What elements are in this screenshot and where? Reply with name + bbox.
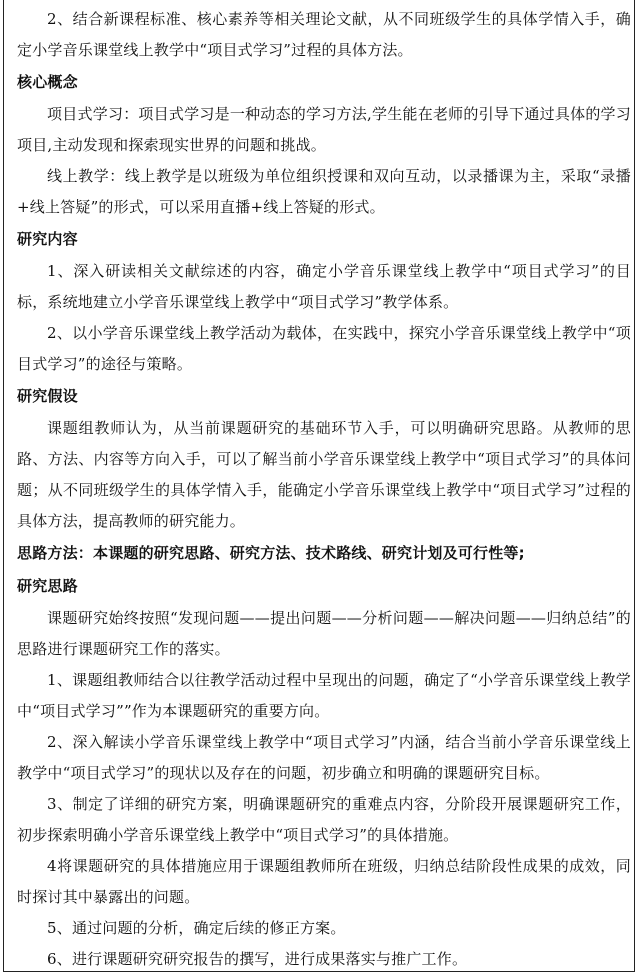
- paragraph: 项目式学习：项目式学习是一种动态的学习方法,学生能在老师的引导下通过具体的学习项目,主动发现和探索现实世界的问题和挑战。: [17, 105, 631, 154]
- paragraph: 2、深入解读小学音乐课堂线上教学中“项目式学习”内涵，结合当前小学音乐课堂线上教学中“项目式学习”的现状以及存在的问题，初步确立和明确的课题研究目标。: [17, 733, 631, 782]
- section-heading-research-hypothesis: 研究假设: [17, 387, 78, 405]
- paragraph: 2、结合新课程标准、核心素养等相关理论文献，从不同班级学生的具体学情入手，确定小学音乐课堂线上教学中“项目式学习”过程的具体方法。: [17, 10, 631, 59]
- section-heading-methods: 思路方法：本课题的研究思路、研究方法、技术路线、研究计划及可行性等;: [17, 544, 525, 562]
- paragraph: 课题研究始终按照“发现问题——提出问题——分析问题——解决问题——归纳总结”的思路进行课题研究工作的落实。: [17, 609, 631, 658]
- section-heading-research-content: 研究内容: [17, 230, 78, 248]
- paragraph: 课题组教师认为，从当前课题研究的基础环节入手，可以明确研究思路。从教师的思路、方法、内容等方向入手，可以了解当前小学音乐课堂线上教学中“项目式学习”的具体问题；从不同班级学生的具体学情入手，能确定小学音乐课堂线上教学中“项目式学习”过程的具体方法，提高教师的研究能力。: [17, 419, 631, 530]
- document-frame: [3, 0, 635, 972]
- paragraph: 线上教学：线上教学是以班级为单位组织授课和双向互动，以录播课为主，采取“录播+线上答疑”的形式，可以采用直播+线上答疑的形式。: [17, 167, 631, 216]
- paragraph: 5、通过问题的分析，确定后续的修正方案。: [47, 919, 346, 937]
- paragraph: 3、制定了详细的研究方案，明确课题研究的重难点内容，分阶段开展课题研究工作，初步探索明确小学音乐课堂线上教学中“项目式学习”的具体措施。: [17, 795, 631, 844]
- paragraph: 2、以小学音乐课堂线上教学活动为载体，在实践中，探究小学音乐课堂线上教学中“项目式学习”的途径与策略。: [17, 324, 631, 373]
- paragraph: 1、课题组教师结合以往教学活动过程中呈现出的问题，确定了“小学音乐课堂线上教学中“项目式学习””作为本课题研究的重要方向。: [17, 671, 631, 720]
- document-body: [17, 4, 631, 975]
- section-heading-core-concepts: 核心概念: [17, 73, 78, 91]
- paragraph: 4将课题研究的具体措施应用于课题组教师所在班级，归纳总结阶段性成果的成效，同时探讨其中暴露出的问题。: [17, 857, 631, 906]
- section-heading-research-approach: 研究思路: [17, 577, 78, 595]
- paragraph: 6、进行课题研究研究报告的撰写，进行成果落实与推广工作。: [47, 950, 468, 968]
- paragraph: 1、深入研读相关文献综述的内容，确定小学音乐课堂线上教学中“项目式学习”的目标，系统地建立小学音乐课堂线上教学中“项目式学习”教学体系。: [17, 262, 631, 311]
